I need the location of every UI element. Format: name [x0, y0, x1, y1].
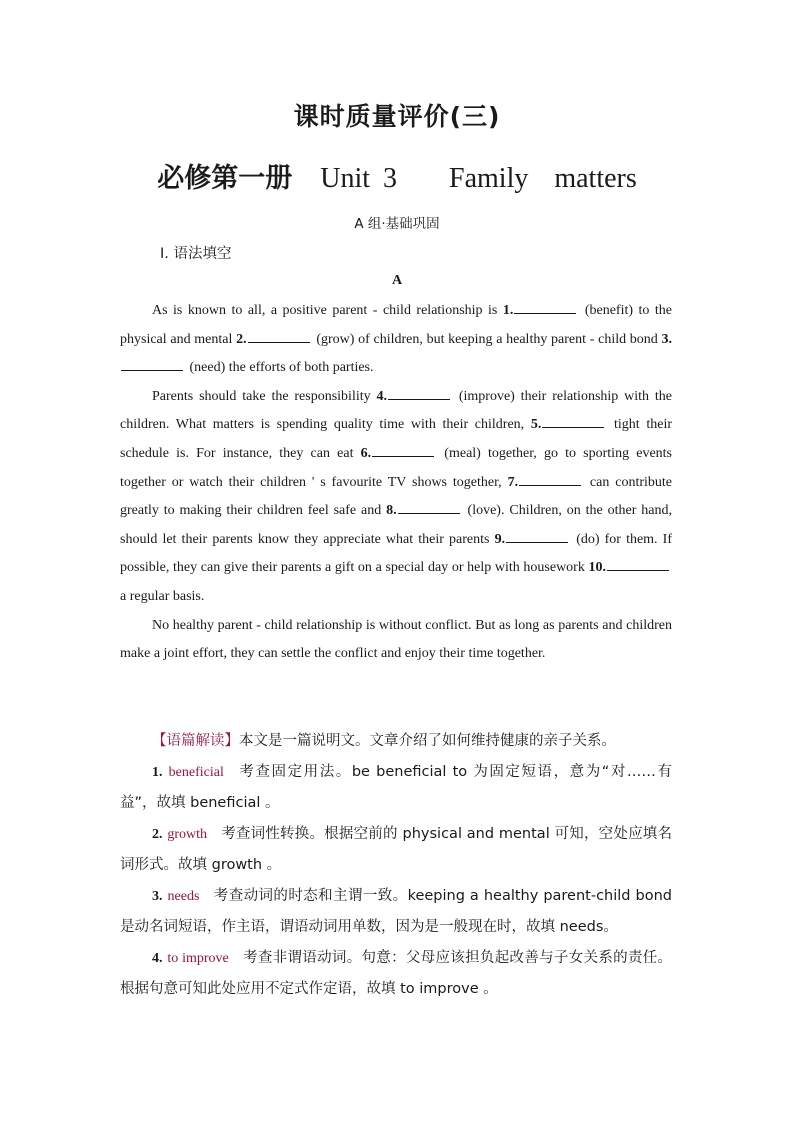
- blank-number: 6.: [360, 445, 372, 461]
- group-heading: A 组·基础巩固: [354, 216, 440, 232]
- blank-line[interactable]: [607, 556, 669, 571]
- blank-number: 8.: [386, 503, 397, 519]
- blank-number: 2.: [236, 331, 247, 347]
- blank-line[interactable]: [121, 356, 183, 371]
- section-heading: Ⅰ. 语法填空: [160, 246, 232, 262]
- blank-number: 10.: [588, 560, 606, 576]
- answer-text: to improve: [167, 951, 229, 966]
- passage-letter: A: [391, 273, 403, 288]
- passage-paragraph-2: Parents should take the responsibility 4. (improve) their relationship with the children. What matters is spending quality time with their children, 5. tight their schedule is. For instance, they can eat 6. (meal) together, go to sporting events together or watch their children ' s favourite TV shows together, 7. can contribute greatly to making their children feel safe and 8. (love). Children, on the other hand, should let their parents know they appreciate what their parents 9. (do) for them. If possible, they can give their parents a gift on a special day or help with housework 10. a regular basis.: [120, 383, 672, 612]
- blank-line[interactable]: [398, 499, 460, 514]
- blank-line[interactable]: [372, 442, 434, 457]
- answer-analysis: [120, 726, 672, 1005]
- analysis-item: 4. to improve 考查非谓语动词。句意：父母应该担负起改善与子女关系的责任。根据句意可知此处应用不定式作定语，故填 to improve 。: [120, 950, 673, 997]
- subtitle-english: Unit 3 Family matters: [320, 163, 637, 194]
- blank-number: 3.: [661, 331, 673, 347]
- blank-line[interactable]: [542, 413, 604, 428]
- passage-paragraph-1: As is known to all, a positive parent - child relationship is 1. (benefit) to the physical and mental 2. (grow) of children, but keeping a healthy parent - child bond 3. (need) the efforts of both parties.: [120, 297, 672, 383]
- blank-number: 7.: [507, 474, 519, 490]
- page-title: 课时质量评价(三): [293, 102, 501, 131]
- blank-line[interactable]: [248, 328, 310, 343]
- blank-line[interactable]: [519, 471, 581, 486]
- blank-number: 9.: [494, 531, 506, 547]
- analysis-item: 1. beneficial 考查固定用法。be beneficial to 为固定短语，意为“对……有益”，故填 beneficial 。: [120, 764, 672, 811]
- page-subtitle: [0, 156, 794, 195]
- answer-text: beneficial: [168, 765, 224, 780]
- passage-paragraph-3: No healthy parent - child relationship is without conflict. But as long as parents and children make a joint effort, they can settle the conflict and enjoy their time together.: [120, 617, 672, 662]
- passage-text: [120, 297, 672, 669]
- analysis-tag: 【语篇解读】: [152, 733, 239, 749]
- blank-line[interactable]: [506, 528, 568, 543]
- blank-number: 1.: [502, 303, 514, 318]
- blank-number: 4.: [376, 388, 387, 404]
- subtitle-chinese: 必修第一册: [157, 163, 293, 194]
- blank-number: 5.: [530, 417, 542, 433]
- answer-text: growth: [167, 827, 207, 842]
- blank-line[interactable]: [514, 299, 576, 314]
- answer-text: needs: [167, 889, 200, 904]
- blank-line[interactable]: [388, 385, 450, 400]
- analysis-item: 2. growth 考查词性转换。根据空前的 physical and mental 可知，空处应填名词形式。故填 growth 。: [120, 826, 673, 873]
- analysis-intro: 【语篇解读】本文是一篇说明文。文章介绍了如何维持健康的亲子关系。: [152, 733, 616, 749]
- analysis-item: 3. needs 考查动词的时态和主谓一致。keeping a healthy parent-child bond 是动名词短语，作主语，谓语动词用单数，因为是一般现在时，故填 needs。: [120, 888, 672, 935]
